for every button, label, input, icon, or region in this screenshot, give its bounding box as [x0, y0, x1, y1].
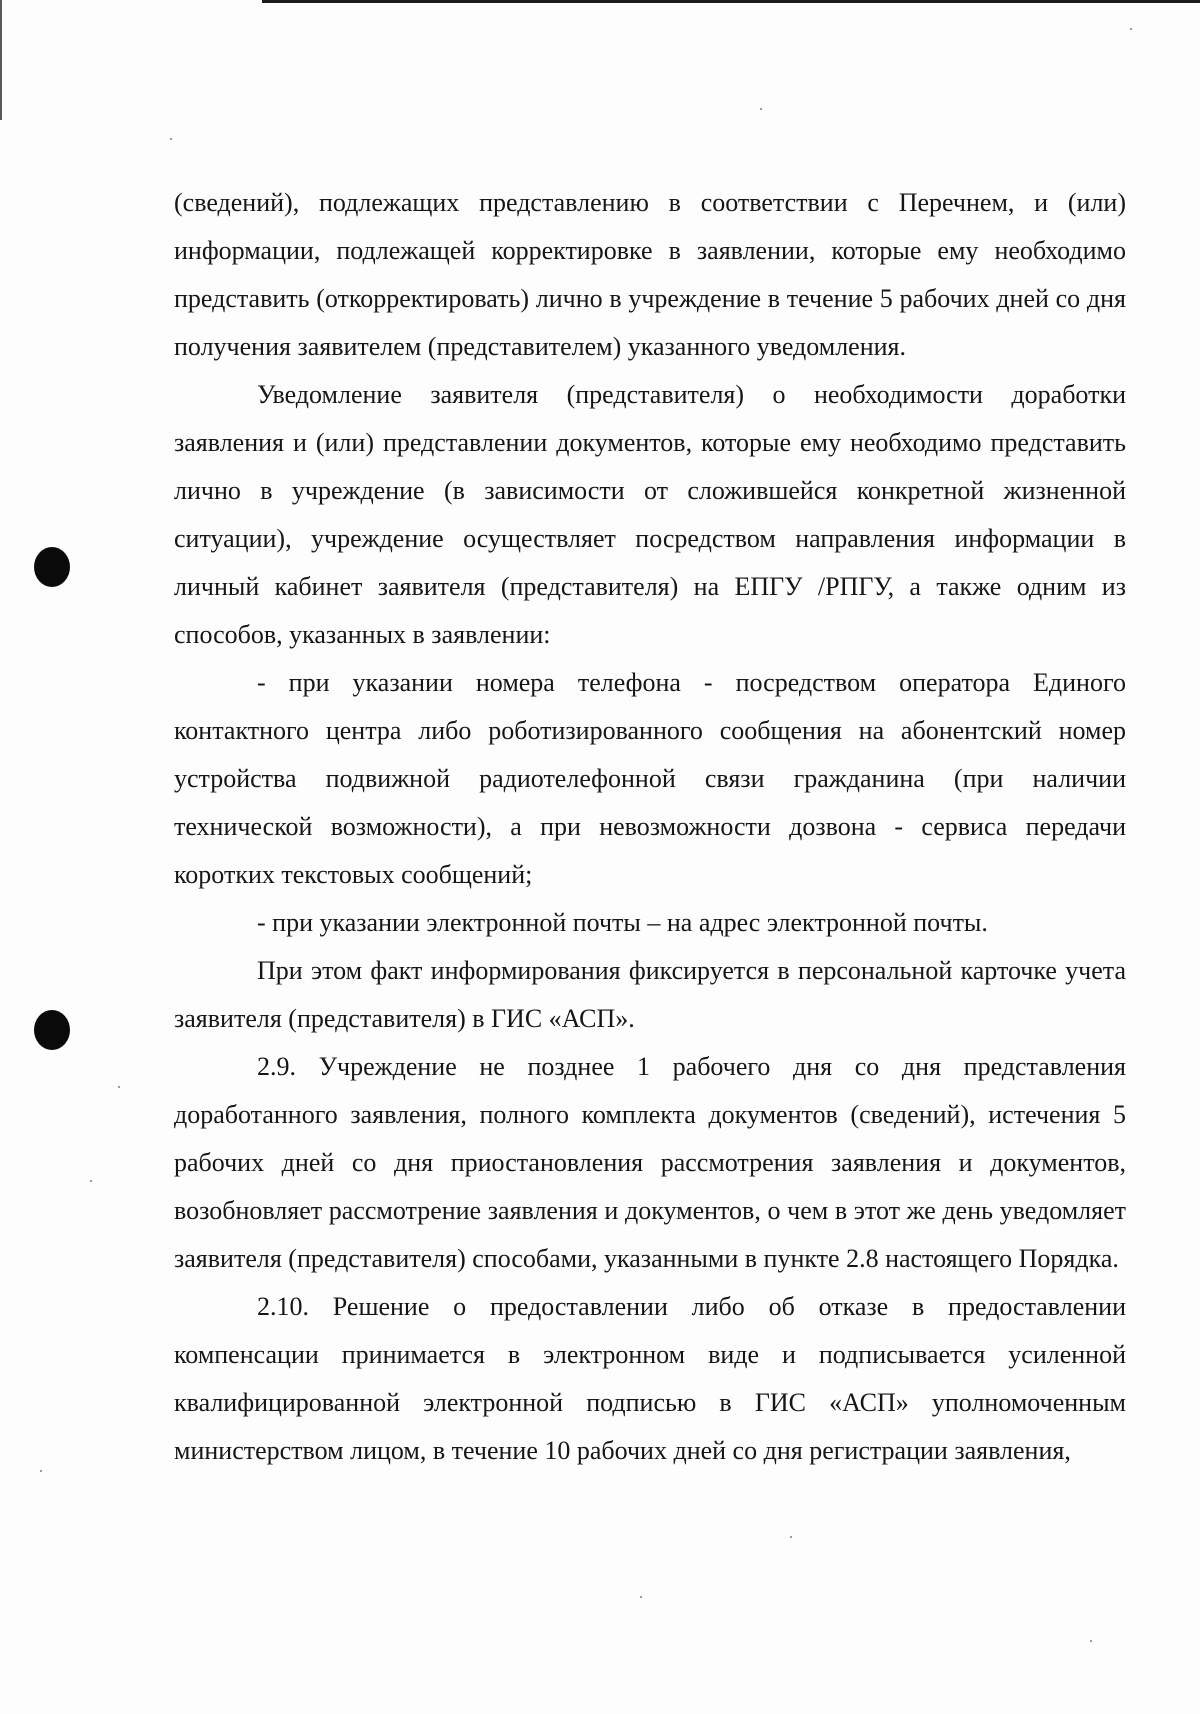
paragraph-email-method: - при указании электронной почты – на адрес электронной почты. [257, 908, 988, 937]
scan-speck [90, 1180, 92, 1182]
punch-hole-lower [34, 1010, 70, 1050]
punch-hole-upper [34, 547, 70, 587]
scan-speck [760, 108, 762, 110]
left-edge-line [0, 0, 2, 120]
scan-speck [118, 1086, 120, 1088]
scan-speck [1090, 1640, 1092, 1642]
paragraph-continuation: (сведений), подлежащих представлению в соответствии с Перечнем, и (или) информации, подлежащей корректировке в заявлении, которые ему необходимо представить (откорректировать) лично в учреждение в течение 5 рабочих дней со дня получения заявителем (представителем) указанного уведомления. [174, 188, 1126, 361]
paragraph-clause-2-9: 2.9. Учреждение не позднее 1 рабочего дня со дня представления доработанного заявления, полного комплекта документов (сведений), истечения 5 рабочих дней со дня приостановления рассмотрения заявления и документов, возобновляет рассмотрение заявления и документов, о чем в этот же день уведомляет заявителя (представителя) способами, указанными в пункте 2.8 настоящего Порядка. [174, 1052, 1126, 1273]
scan-speck [170, 138, 172, 140]
scan-speck [790, 1536, 792, 1538]
document-body [174, 179, 1126, 1475]
scan-speck [640, 1596, 642, 1598]
paragraph-notification: Уведомление заявителя (представителя) о необходимости доработки заявления и (или) представлении документов, которые ему необходимо представить лично в учреждение (в зависимости от сложившейся конкретной жизненной ситуации), учреждение осуществляет посредством направления информации в личный кабинет заявителя (представителя) на ЕПГУ /РПГУ, а также одним из способов, указанных в заявлении: [174, 380, 1126, 649]
scan-speck [1130, 28, 1132, 30]
paragraph-phone-method: - при указании номера телефона - посредством оператора Единого контактного центра либо роботизированного сообщения на абонентский номер устройства подвижной радиотелефонной связи гражданина (при наличии технической возможности), а при невозможности дозвона - сервиса передачи коротких текстовых сообщений; [174, 668, 1126, 889]
scan-speck [40, 1470, 42, 1472]
paragraph-clause-2-10: 2.10. Решение о предоставлении либо об отказе в предоставлении компенсации принимается в электронном виде и подписывается усиленной квалифицированной электронной подписью в ГИС «АСП» уполномоченным министерством лицом, в течение 10 рабочих дней со дня регистрации заявления, [174, 1292, 1126, 1465]
top-edge-line [262, 0, 1200, 3]
paragraph-recording-fact: При этом факт информирования фиксируется в персональной карточке учета заявителя (представителя) в ГИС «АСП». [174, 956, 1126, 1033]
